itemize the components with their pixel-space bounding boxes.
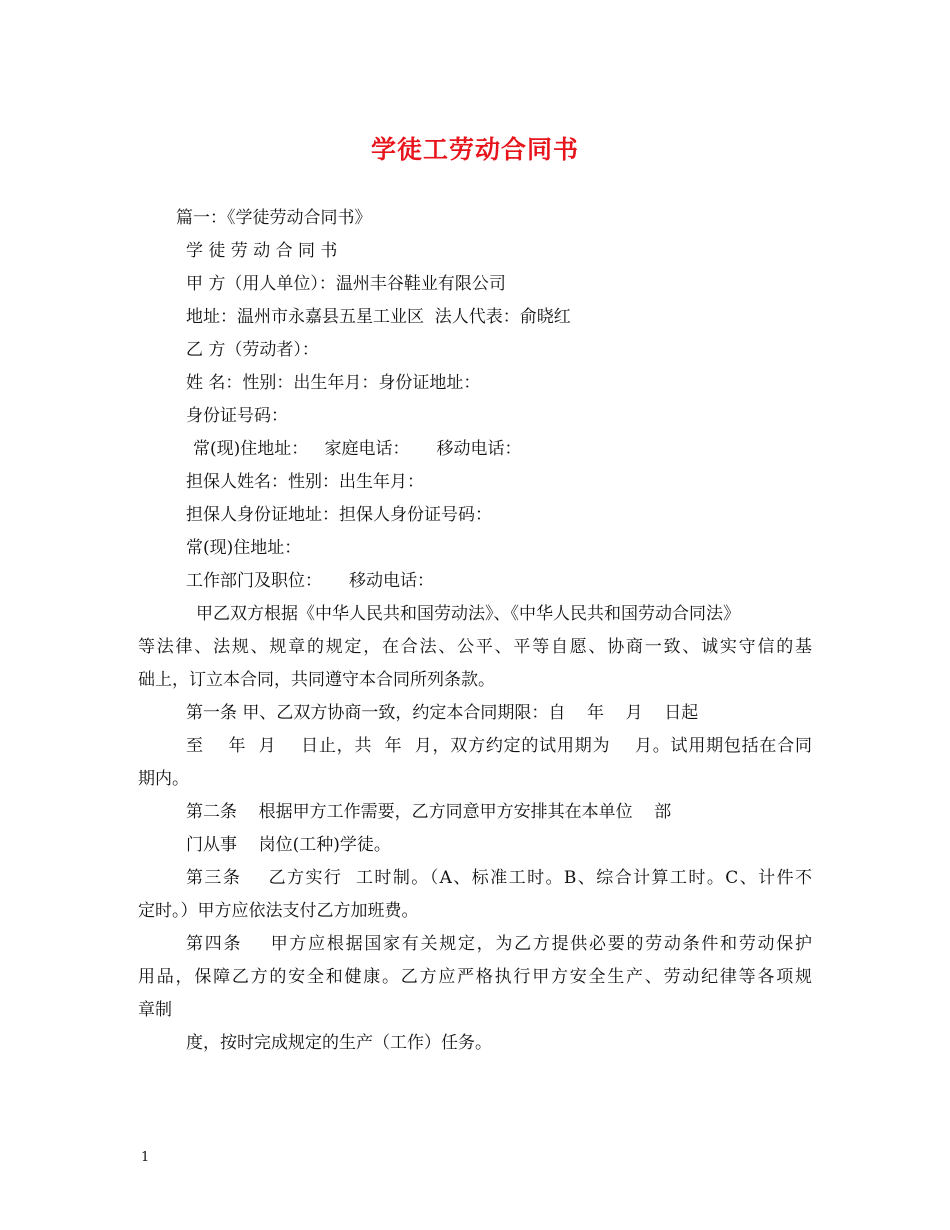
text-line: 甲 方（用人单位）：温州丰谷鞋业有限公司 [186, 274, 506, 294]
document-body [138, 202, 812, 1060]
text-line: 常(现)住地址： [186, 538, 302, 558]
text-line: 门从事 岗位(工种)学徒。 [186, 835, 391, 855]
text-line: 度，按时完成规定的生产（工作）任务。 [186, 1033, 492, 1053]
document-title: 学徒工劳动合同书 [370, 135, 579, 164]
text-line: 定时。）甲方应依法支付乙方加班费。 [138, 901, 419, 921]
text-line: 第一条 甲、乙双方协商一致，约定本合同期限：自 年 月 日起 [186, 703, 699, 723]
text-line: 础上，订立本合同，共同遵守本合同所列条款。 [138, 670, 495, 690]
text-line: 篇一：《学徒劳动合同书》 [176, 208, 372, 228]
text-line: 担保人身份证地址：担保人身份证号码： [186, 505, 492, 525]
text-line: 等法律、法规、规章的规定，在合法、公平、平等自愿、协商一致、诚实守信的基 [138, 637, 812, 657]
text-line: 第四条 甲方应根据国家有关规定，为乙方提供必要的劳动条件和劳动保护 [186, 934, 812, 954]
text-line: 第三条 乙方实行 工时制。（A、标准工时。B、综合计算工时。C、计件不 [186, 868, 812, 888]
text-line: 第二条 根据甲方工作需要，乙方同意甲方安排其在本单位 部 [186, 802, 672, 822]
text-line: 工作部门及职位： 移动电话： [186, 571, 435, 591]
text-line: 身份证号码： [186, 406, 288, 426]
text-line: 章制 [138, 1000, 172, 1020]
page-number: 1 [141, 1150, 150, 1165]
text-line: 担保人姓名：性别：出生年月： [186, 472, 424, 492]
text-line: 学 徒 劳 动 合 同 书 [186, 241, 338, 261]
text-line: 期内。 [138, 769, 189, 789]
text-line: 地址：温州市永嘉县五星工业区 法人代表：俞晓红 [186, 307, 571, 327]
text-line: 姓 名：性别：出生年月：身份证地址： [186, 373, 481, 393]
text-line: 至 年 月 日止，共 年 月，双方约定的试用期为 月。试用期包括在合同 [186, 736, 812, 756]
text-line: 乙 方（劳动者）： [186, 340, 319, 360]
text-line: 用品，保障乙方的安全和健康。乙方应严格执行甲方安全生产、劳动纪律等各项规 [138, 967, 812, 987]
text-line: 常(现)住地址： 家庭电话： 移动电话： [193, 439, 522, 459]
text-line: 甲乙双方根据《中华人民共和国劳动法》、《中华人民共和国劳动合同法》 [196, 604, 740, 624]
